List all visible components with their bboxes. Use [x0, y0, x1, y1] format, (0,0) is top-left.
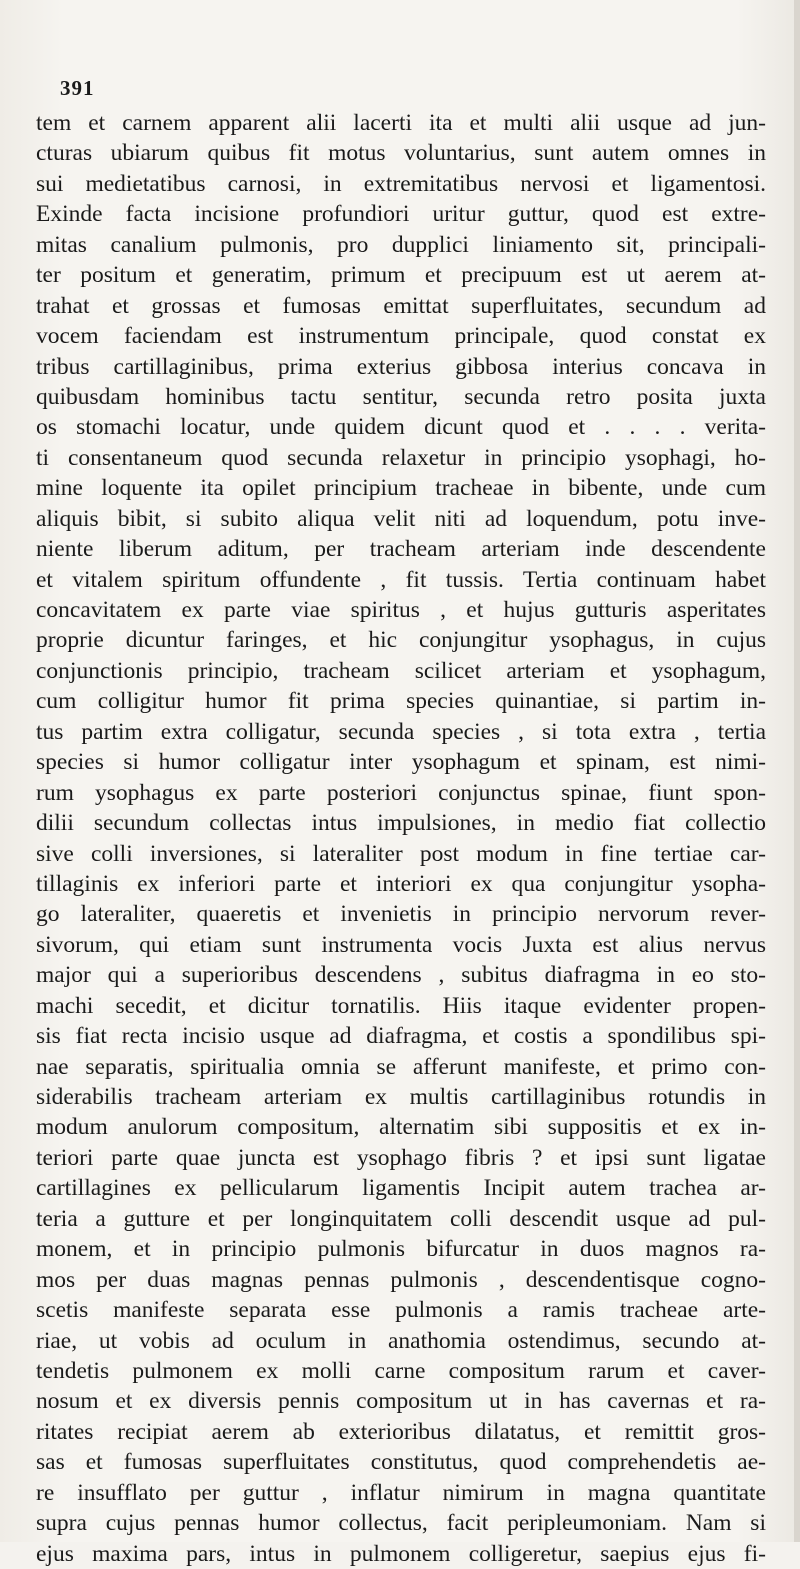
text-line: modum anulorum compositum, alternatim sibi suppositis et ex in-: [36, 1114, 766, 1141]
text-line: proprie dicuntur faringes, et hic conjungitur ysophagus, in cujus: [36, 627, 766, 654]
text-line: tem et carnem apparent alii lacerti ita et multi alii usque ad jun-: [36, 110, 766, 136]
text-line: Exinde facta incisione profundiori uritur guttur, quod est extre-: [36, 201, 766, 228]
text-line: rum ysophagus ex parte posteriori conjunctus spinae, fiunt spon-: [36, 779, 766, 806]
text-line: ritates recipiat aerem ab exterioribus dilatatus, et remittit gros-: [36, 1418, 766, 1445]
text-line: trahat et grossas et fumosas emittat superfluitates, secundum ad: [36, 292, 766, 319]
text-line: cartillagines ex pellicularum ligamentis Incipit autem trachea ar-: [36, 1175, 766, 1202]
text-line: concavitatem ex parte viae spiritus , et hujus gutturis asperitates: [36, 597, 766, 623]
text-line: machi secedit, et dicitur tornatilis. Hiis itaque evidenter propen-: [36, 992, 766, 1019]
text-line: dilii secundum collectas intus impulsiones, in medio fiat collectio: [36, 810, 766, 837]
text-line: monem, et in principio pulmonis bifurcatur in duos magnos ra-: [36, 1236, 766, 1263]
text-line: et vitalem spiritum offundente , fit tussis. Tertia continuam habet: [36, 566, 766, 593]
text-line: tribus cartillaginibus, prima exterius gibbosa interius concava in: [36, 353, 766, 380]
text-line: tendetis pulmonem ex molli carne compositum rarum et caver-: [36, 1357, 766, 1384]
text-line: conjunctionis principio, tracheam scilicet arteriam et ysophagum,: [36, 657, 766, 684]
text-line: sivorum, qui etiam sunt instrumenta vocis Juxta est alius nervus: [36, 931, 766, 958]
text-line: teriori parte quae juncta est ysophago fibris ? et ipsi sunt ligatae: [36, 1144, 766, 1171]
text-line: re insufflato per guttur , inflatur nimirum in magna quantitate: [36, 1479, 766, 1506]
text-line: riae, ut vobis ad oculum in anathomia ostendimus, secundo at-: [36, 1327, 766, 1354]
text-line: sive colli inversiones, si lateraliter post modum in fine tertiae car-: [36, 840, 766, 867]
text-line: cturas ubiarum quibus fit motus voluntarius, sunt autem omnes in: [36, 140, 766, 167]
text-line: mos per duas magnas pennas pulmonis , descendentisque cogno-: [36, 1266, 766, 1293]
text-line: tus partim extra colligatur, secunda species , si tota extra , tertia: [36, 718, 766, 745]
text-line: scetis manifeste separata esse pulmonis a ramis tracheae arte-: [36, 1297, 766, 1324]
text-line: cum colligitur humor fit prima species quinantiae, si partim in-: [36, 688, 766, 715]
page-number: 391: [60, 76, 95, 100]
text-line: nosum et ex diversis pennis compositum ut in has cavernas et ra-: [36, 1388, 766, 1415]
text-line: sis fiat recta incisio usque ad diafragma, et costis a spondilibus spi-: [36, 1023, 766, 1050]
text-line: os stomachi locatur, unde quidem dicunt quod et . . . . verita-: [36, 414, 766, 441]
text-line: mitas canalium pulmonis, pro dupplici liniamento sit, principali-: [36, 231, 766, 258]
body-text: [36, 108, 766, 1569]
text-line: mine loquente ita opilet principium tracheae in bibente, unde cum: [36, 475, 766, 502]
text-line: nae separatis, spiritualia omnia se afferunt manifeste, et primo con-: [36, 1053, 766, 1080]
text-line: niente liberum aditum, per tracheam arteriam inde descendente: [36, 536, 766, 563]
text-line: major qui a superioribus descendens , subitus diafragma in eo sto-: [36, 962, 766, 989]
text-line: sui medietatibus carnosi, in extremitatibus nervosi et ligamentosi.: [36, 170, 766, 197]
text-line: go lateraliter, quaeretis et invenietis in principio nervorum rever-: [36, 901, 766, 928]
text-line: sas et fumosas superfluitates constitutus, quod comprehendetis ae-: [36, 1449, 766, 1476]
text-line: vocem faciendam est instrumentum principale, quod constat ex: [36, 323, 766, 350]
text-line: ti consentaneum quod secunda relaxetur in principio ysophagi, ho-: [36, 444, 766, 471]
text-line: teria a gutture et per longinquitatem colli descendit usque ad pul-: [36, 1205, 766, 1232]
page-edge-shadow: [794, 0, 800, 1542]
text-line: siderabilis tracheam arteriam ex multis cartillaginibus rotundis in: [36, 1084, 766, 1110]
text-line: tillaginis ex inferiori parte et interiori ex qua conjungitur ysopha-: [36, 870, 766, 897]
text-line: supra cujus pennas humor collectus, facit peripleumoniam. Nam si: [36, 1510, 766, 1537]
text-line: quibusdam hominibus tactu sentitur, secunda retro posita juxta: [36, 383, 766, 410]
text-line: aliquis bibit, si subito aliqua velit niti ad loquendum, potu inve-: [36, 505, 766, 532]
text-line: ejus maxima pars, intus in pulmonem colligeretur, saepius ejus fi-: [36, 1540, 766, 1567]
text-line: species si humor colligatur inter ysophagum et spinam, est nimi-: [36, 749, 766, 776]
text-line: ter positum et generatim, primum et precipuum est ut aerem at-: [36, 262, 766, 289]
